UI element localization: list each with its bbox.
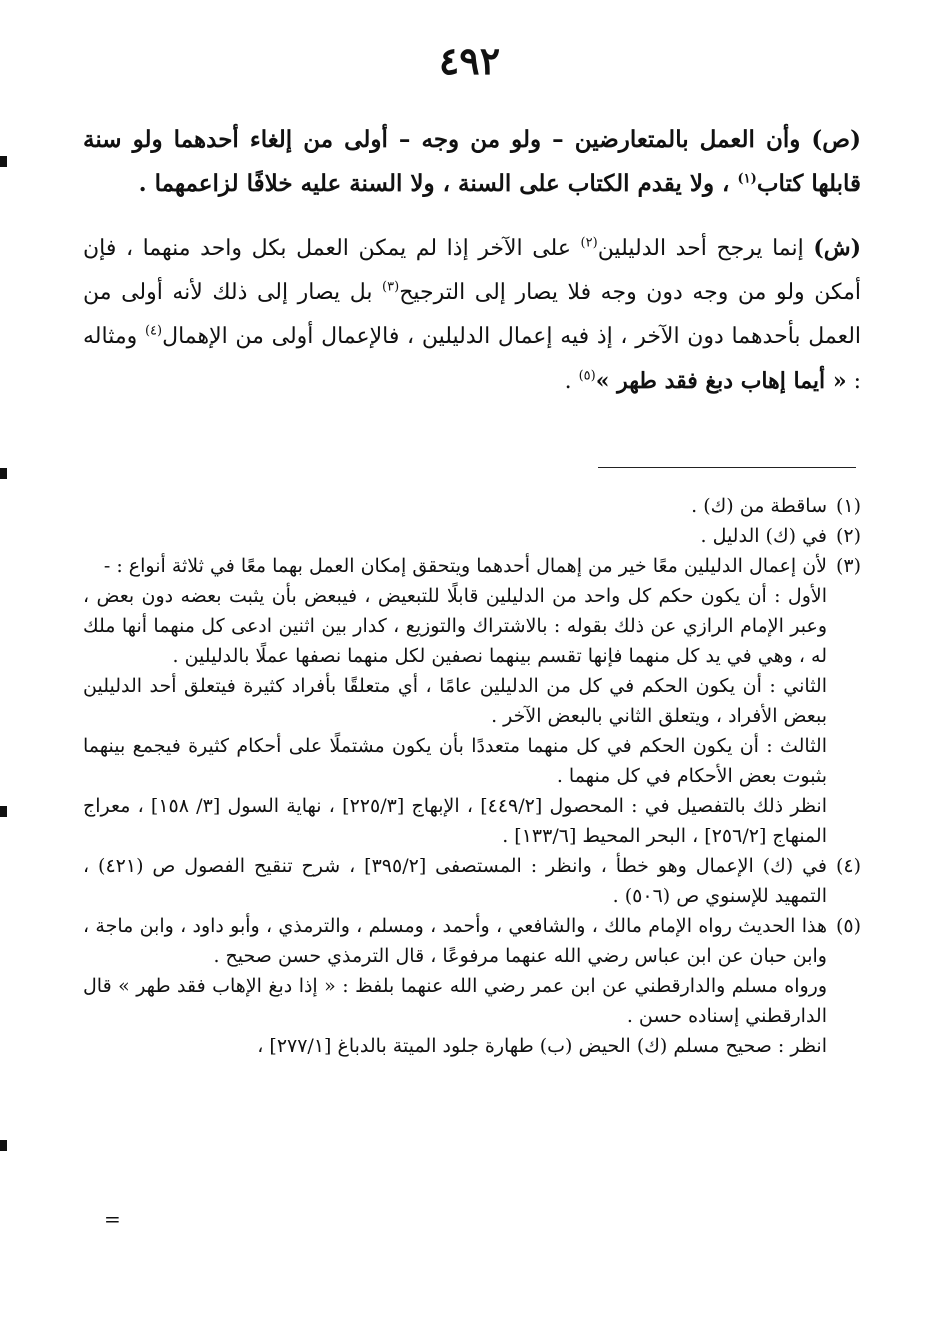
sharh-text-2: على الآخر إذا لم يمكن العمل بكل واحد منهما ، فإن أمكن ولو من وجه دون وجه فلا يصار إلى الترجيح: [83, 236, 861, 305]
footnote-text: الثالث : أن يكون الحكم في كل منهما متعددًا بأن يكون مشتملًا على أحكام كثيرة فيجمع بينهما بثبوت بعض الأحكام في كل منهما .: [83, 735, 827, 787]
scan-margin-mark: [0, 156, 7, 167]
footnote-2: [83, 521, 861, 551]
footnote-number: (٣): [835, 555, 861, 577]
scan-margin-mark: [0, 468, 7, 479]
footnote-text: انظر ذلك بالتفصيل في : المحصول [٤٤٩/٢] ، الإبهاج [٢٢٥/٣] ، نهاية السول [٣/ ١٥٨] ، معراج المنهاج [٢٥٦/٢] ، البحر المحيط [١٣٣/٦] .: [83, 795, 827, 847]
sharh-end: .: [564, 369, 572, 394]
footnote-text: الثاني : أن يكون الحكم في كل من الدليلين عامًا ، أي متعلقًا بأفراد كثيرة فيتعلق أحد الدليلين ببعض الأفراد ، ويتعلق الثاني بالبعض الآخر .: [83, 675, 827, 727]
footnote-3: [83, 551, 861, 851]
sharh-paragraph: [83, 226, 861, 404]
footnote-text: لأن إعمال الدليلين معًا خير من إهمال أحدهما ويتحقق إمكان العمل بهما معًا في ثلاثة أنواع : -: [103, 555, 827, 577]
footnote-separator: [598, 467, 856, 468]
sharh-text-4: ومثاله :: [83, 324, 861, 394]
continuation-mark: =: [104, 1207, 121, 1231]
footnote-text: في (ك) الإعمال وهو خطأ ، وانظر : المستصفى [٣٩٥/٢] ، شرح تنقيح الفصول ص (٤٢١) ، التمهيد للإسنوي ص (٥٠٦) .: [83, 855, 827, 907]
footnote-number: (٢): [835, 525, 861, 547]
matn-text: (ص) وأن العمل بالمتعارضين – ولو من وجه – أولى من إلغاء أحدهما ولو سنة قابلها كتاب: [83, 126, 861, 197]
footnote-number: (٥): [835, 915, 861, 937]
footnote-text: ورواه مسلم والدارقطني عن ابن عمر رضي الله عنهما بلفظ : « إذا دبغ الإهاب فقد طهر » قال الدارقطني إسناده حسن .: [83, 975, 827, 1027]
footnote-4: [83, 851, 861, 911]
page-number: ٤٩٢: [438, 38, 501, 83]
sharh-text-3: بل يصار إلى ذلك لأنه أولى من العمل بأحدهما دون الآخر ، إذ فيه إعمال الدليلين ، فالإعمال أولى من الإهمال: [83, 280, 862, 349]
footnote-number: (٤): [835, 855, 861, 877]
footnote-text: انظر : صحيح مسلم (ك) الحيض (ب) طهارة جلود الميتة بالدباغ [٢٧٧/١] ،: [257, 1035, 827, 1057]
sharh-label: (ش): [813, 235, 861, 261]
footnote-number: (١): [835, 495, 861, 517]
matn-text-rest: ، ولا يقدم الكتاب على السنة ، ولا السنة عليه خلافًا لزاعمهما .: [138, 170, 730, 197]
hadith-quote: « أيما إهاب دبغ فقد طهر »: [595, 368, 847, 394]
scan-margin-mark: [0, 1140, 7, 1151]
footnote-ref-5: (٥): [578, 368, 596, 384]
footnote-text: الأول : أن يكون حكم كل واحد من الدليلين قابلًا للتبعيض ، فيبعض بأن يثبت بعضه دون بعض ، وعبر الإمام الرازي عن ذلك بقوله : بالاشتراك والتوزيع ، كدار بين اثنين ادعى كل منهما أنها ملك له ، وهي في يد كل منهما فإنها تقسم بينهما نصفين لكل منهما نصفها عملًا بالدليلين .: [83, 585, 827, 667]
matn-paragraph: [83, 118, 861, 206]
scan-margin-mark: [0, 806, 7, 817]
footnote-5: [83, 911, 861, 1061]
footnotes: [83, 491, 861, 1061]
sharh-text-1: إنما يرجح أحد الدليلين: [597, 236, 804, 261]
footnote-text: ساقطة من (ك) .: [691, 495, 827, 517]
footnote-ref-3: (٣): [382, 279, 400, 295]
footnote-ref-4: (٤): [144, 323, 163, 339]
footnote-text: في (ك) الدليل .: [700, 525, 827, 547]
footnote-ref-2: (٢): [580, 235, 598, 251]
footnote-text: هذا الحديث رواه الإمام مالك ، والشافعي ، وأحمد ، ومسلم ، والترمذي ، وأبو داود ، وابن ماجة ، وابن حبان عن ابن عباس رضي الله عنهما مرفوعًا ، قال الترمذي حسن صحيح .: [83, 915, 827, 967]
footnote-ref-1: (١): [737, 171, 757, 187]
footnote-1: [83, 491, 861, 521]
